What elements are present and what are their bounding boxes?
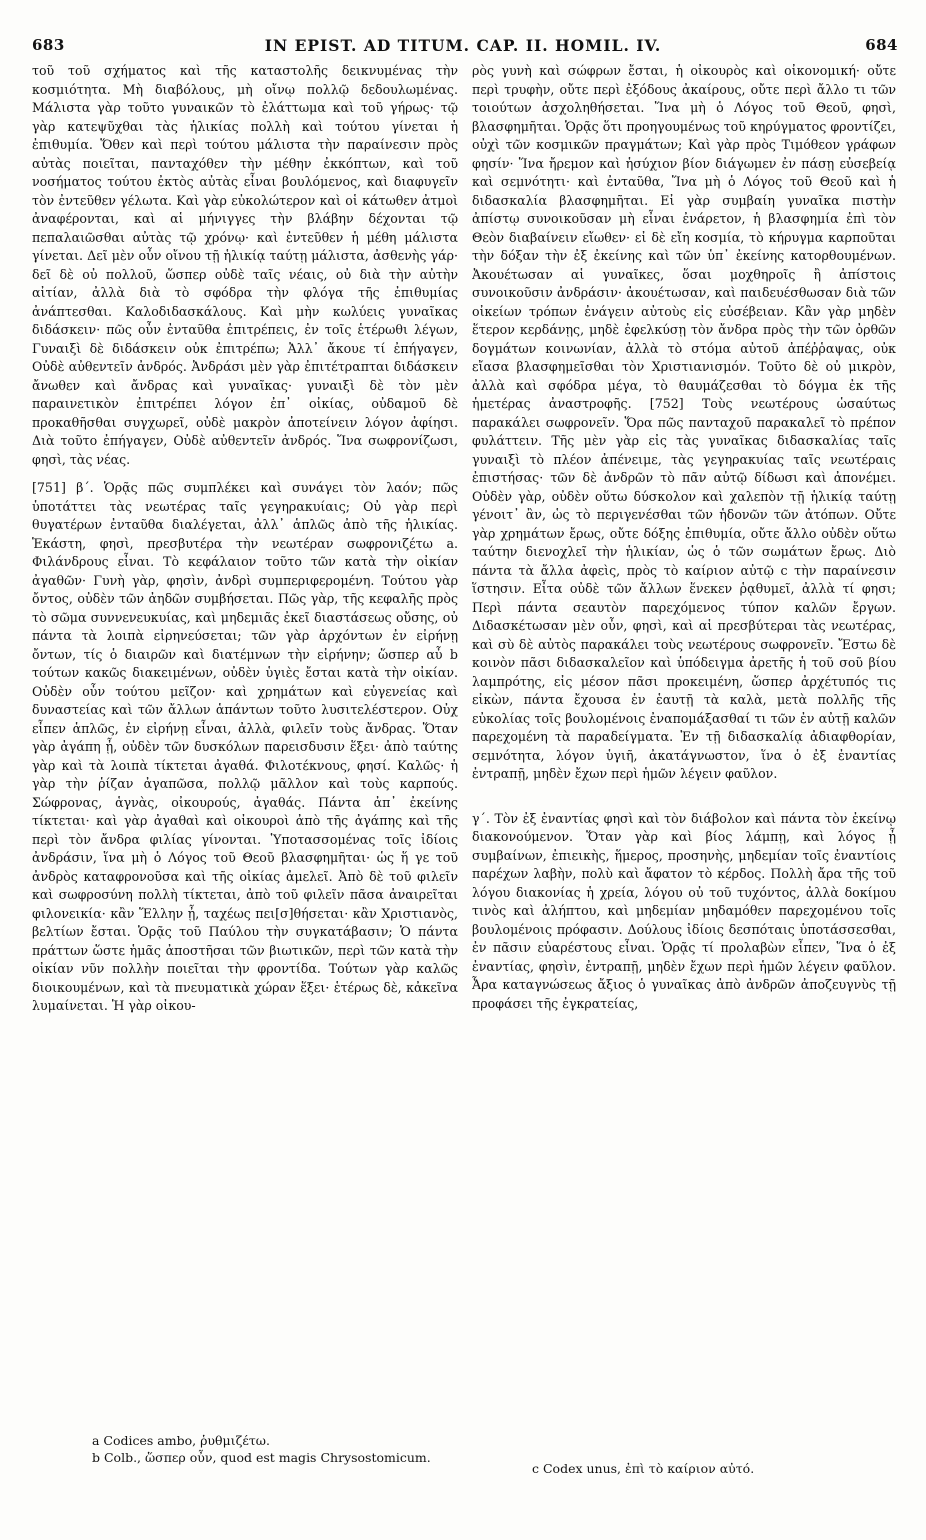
right-column (472, 62, 896, 1242)
footnote-a: a Codices ambo, ῥυθμιζέτω. (92, 1433, 270, 1448)
footnote-b: b Colb., ὥσπερ οὖν, quod est magis Chrysostomicum. (92, 1450, 431, 1465)
left-footnotes (92, 1432, 472, 1466)
right-footnotes (532, 1460, 892, 1477)
left-paragraph-1: τοῦ τοῦ σχήματος καὶ τῆς καταστολῆς δεικνυμένας τὴν κοσμιότητα. Μὴ διαβόλους, μὴ οἴνῳ πολλῷ δεδουλωμένας. Μάλιστα γὰρ τοῦτο γυναικῶν τὸ ἐλάττωμα καὶ τοῦ γήρως· τῷ γὰρ κατεψῦχθαι τὰς ἡλικίας πολλὴ καὶ τούτου γίνεται ἡ ἐπιθυμία. Ὅθεν καὶ περὶ τούτου μάλιστα τὴν παραίνεσιν πρὸς αὐτὰς ποιεῖται, πανταχόθεν τὴν μέθην ἐκκόπτων, καὶ τοῦ νοσήματος τούτου ἐκτὸς αὐτὰς εἶναι βουλόμενος, καὶ διαφυγεῖν τὸν ἐντεῦθεν γέλωτα. Καὶ γὰρ εὐκολώτερον καὶ οἱ κάτωθεν ἀτμοὶ ἀναφέρονται, καὶ αἱ μήνιγγες τὴν βλάβην δέχονται τῷ πεπαλαιῶσθαι αὐτὰς τῷ χρόνῳ· καὶ ἐντεῦθεν ἡ μέθη μάλιστα γίνεται. Δεῖ μὲν οὖν οἴνου τῇ ἡλικίᾳ ταύτῃ μάλιστα, ἀσθενὴς γάρ· δεῖ δὲ οὐ πολλοῦ, ὥσπερ οὐδὲ ταῖς νέαις, οὐ διὰ τὴν αὐτὴν αἰτίαν, ἀλλὰ διὰ τὸ σφόδρα τὴν φλόγα τῆς ἐπιθυμίας ἀνάπτεσθαι. Καλοδιδασκάλους. Καὶ μὴν κωλύεις γυναῖκας διδάσκειν· πῶς οὖν ἐνταῦθα ἐπιτρέπεις, ἐν τοῖς ἑτέρωθι λέγων, Γυναιξὶ δὲ διδάσκειν οὐκ ἐπιτρέπω; Ἀλλ᾽ ἄκουε τί ἐπήγαγεν, Οὐδὲ αὐθεντεῖν ἀνδρός. Ἀνδράσι μὲν γὰρ ἐπιτέτραπται διδάσκειν ἄνωθεν καὶ ἄνδρας καὶ γυναῖκας· γυναιξὶ δὲ τὸν μὲν παραινετικὸν ἐπιτρέπει λόγον ἐπ᾽ οἰκίας, οὐδαμοῦ δὲ προκαθῆσθαι συγχωρεῖ, οὐδὲ μακρὸν ἀποτείνειν λόγον ἀφίησι. Διὰ τοῦτο ἐπήγαγεν, Οὐδὲ αὐθεντεῖν ἀνδρός. Ἵνα σωφρονίζωσι, φησὶ, τὰς νέας. (32, 63, 458, 467)
right-paragraph-2: γ΄. Τὸν ἐξ ἐναντίας φησὶ καὶ τὸν διάβολον καὶ πάντα τὸν ἐκείνῳ διακονούμενον. Ὅταν γὰρ καὶ βίος λάμπῃ, καὶ λόγος ᾖ συμβαίνων, ἐπιεικὴς, ἥμερος, προσηνὴς, μηδεμίαν τοῖς ἐναντίοις παρέχων λαβὴν, πολὺ καὶ ἄφατον τὸ κέρδος. Πολλὴ ἄρα τῆς τοῦ λόγου διακονίας ἡ χρεία, λόγου οὐ τοῦ τυχόντος, ἀλλὰ δοκίμου τινὸς καὶ ἀλήπτου, καὶ μηδεμίαν μηδαμόθεν παρεχομένου τοῖς βουλομένοις πρόφασιν. Δούλους ἰδίοις δεσπόταις ὑποτάσσεσθαι, ἐν πᾶσιν εὐαρέστους εἶναι. Ὁρᾷς τί προλαβὼν εἶπεν, Ἵνα ὁ ἐξ ἐναντίας, φησὶν, ἐντραπῇ, μηδὲν ἔχων περὶ ἡμῶν λέγειν φαῦλον. Ἆρα καταγνώσεως ἄξιος ὁ γυναῖκας ἀπὸ ἀνδρῶν ἀποζευγνὺς τῇ προφάσει τῆς ἐγκρατείας, (472, 810, 896, 1011)
left-page-number: 683 (32, 36, 65, 54)
right-paragraph-1: ρὸς γυνὴ καὶ σώφρων ἔσται, ἡ οἰκουρὸς καὶ οἰκονομική· οὔτε περὶ τρυφὴν, οὔτε περὶ ἐξόδους ἀκαίρους, οὔτε περὶ ἄλλο τι τῶν τοιούτων ἀσχοληθήσεται. Ἵνα μὴ ὁ Λόγος τοῦ Θεοῦ, φησὶ, βλασφημῆται. Ὁρᾷς ὅτι προηγουμένως τοῦ κηρύγματος φροντίζει, οὐχὶ τῶν κοσμικῶν πραγμάτων; Καὶ γὰρ πρὸς Τιμόθεον γράφων φησίν· Ἵνα ἤρεμον καὶ ἡσύχιον βίον διάγωμεν ἐν πάσῃ εὐσεβείᾳ καὶ σεμνότητι· καὶ ἐνταῦθα, Ἵνα μὴ ὁ Λόγος τοῦ Θεοῦ καὶ ἡ διδασκαλία βλασφημῆται. Εἰ γὰρ συμβαίη γυναῖκα πιστὴν ἀπίστῳ συνοικοῦσαν μὴ εἶναι ἐνάρετον, ἡ βλασφημία ἐπὶ τὸν Θεὸν διαβαίνειν εἴωθεν· εἰ δὲ εἴη κοσμία, τὸ κήρυγμα καρποῦται τὴν δόξαν τὴν ἐξ ἐκείνης καὶ τῶν ὑπ᾽ ἐκείνης κατορθουμένων. Ἀκουέτωσαν αἱ γυναῖκες, ὅσαι μοχθηροῖς ἢ ἀπίστοις συνοικοῦσιν ἀνδράσιν· ἀκουέτωσαν, καὶ παιδευέσθωσαν διὰ τῶν οἰκείων τρόπων ἐνάγειν αὐτοὺς εἰς εὐσέβειαν. Κἂν γὰρ μηδὲν ἕτερον κερδάνῃς, μηδὲ ἐφελκύσῃ τὸν ἄνδρα πρὸς τὴν τῶν ὀρθῶν δογμάτων κοινωνίαν, ἀλλὰ τὸ στόμα αὐτοῦ ἀπέῤῥαψας, οὐκ εἴασα βλασφημεῖσθαι τὸν Χριστιανισμόν. Τοῦτο δὲ οὐ μικρὸν, ἀλλὰ καὶ σφόδρα μέγα, τὸ θαυμάζεσθαι τὸ δόγμα ἐκ τῆς ἡμετέρας ἀναστροφῆς. [752] Τοὺς νεωτέρους ὡσαύτως παρακάλει σωφρονεῖν. Ὅρα πῶς πανταχοῦ παρακαλεῖ τὸ πρέπον φυλάττειν. Τῆς μὲν γὰρ εἰς τὰς γυναῖκας διδασκαλίας ταῖς γυναιξὶ τὸ πλέον ἀπένειμε, τὰς γεγηρακυίας ταῖς νεωτέραις ἐπιστήσας· τῶν δὲ ἀνδρῶν τὸ πᾶν αὐτῷ δίδωσι καὶ ἀπονέμει. Οὐδὲν γὰρ, οὐδὲν οὕτω δύσκολον καὶ χαλεπὸν τῇ ἡλικίᾳ ταύτῃ γένοιτ᾽ ἂν, ὡς τὸ περιγενέσθαι τῶν ἡδονῶν τῶν ἀτόπων. Οὔτε γὰρ χρημάτων ἔρως, οὔτε δόξης ἐπιθυμία, οὔτε ἄλλο οὐδὲν οὕτω ταύτην διενοχλεῖ τὴν ἡλικίαν, ὡς ὁ τῶν σωμάτων ἔρως. Διὸ πάντα τὰ ἄλλα ἀφεὶς, πρὸς τὸ καίριον αὐτῷ c τὴν παραίνεσιν ἵστησιν. Εἶτα οὐδὲ τῶν ἄλλων ἕνεκεν ῥᾳθυμεῖ, ἀλλὰ τί φησι; Περὶ πάντα σεαυτὸν παρεχόμενος τύπον καλῶν ἔργων. Διδασκέτωσαν μὲν οὖν, φησὶ, καὶ αἱ πρεσβύτεραι τὰς νεωτέρας, καὶ σὺ δὲ αὐτὸς παρακάλει τοὺς νεωτέρους σωφρονεῖν. Ἔστω δὲ κοινὸν πᾶσι διδασκαλεῖον καὶ ὑπόδειγμα ἀρετῆς ἡ τοῦ σοῦ βίου λαμπρότης, εἰς μέσον πᾶσι προκειμένη, ὥσπερ ἀρχέτυπός τις εἰκὼν, πάντα ἔχουσα ἐν ἑαυτῇ τὰ καλὰ, μετὰ πολλῆς τῆς εὐκολίας τοῖς βουλομένοις ἐναπομάξασθαί τι τῶν ἐν αὐτῇ καλῶν παρεχομένη τὰ παραδείγματα. Ἐν τῇ διδασκαλίᾳ ἀδιαφθορίαν, σεμνότητα, λόγον ὑγιῆ, ἀκατάγνωστον, ἵνα ὁ ἐξ ἐναντίας ἐντραπῇ, μηδὲν ἔχων περὶ ἡμῶν λέγειν φαῦλον. (472, 63, 896, 781)
running-title: IN EPIST. AD TITUM. CAP. II. HOMIL. IV. (264, 36, 662, 55)
footnote-c: c Codex unus, ἐπὶ τὸ καίριον αὐτό. (532, 1461, 755, 1476)
left-column (32, 62, 458, 1422)
left-paragraph-2: [751] β΄. Ὁρᾷς πῶς συμπλέκει καὶ συνάγει τὸν λαόν; πῶς ὑποτάττει τὰς νεωτέρας ταῖς γεγηρακυίαις; Οὐ γὰρ περὶ θυγατέρων ἐνταῦθα διαλέγεται, ἀλλ᾽ ἁπλῶς ἀπὸ τῆς ἡλικίας. Ἑκάστη, φησὶ, πρεσβυτέρα τὴν νεωτέραν σωφρονιζέτω a. Φιλάνδρους εἶναι. Τὸ κεφάλαιον τοῦτο τῶν κατὰ τὴν οἰκίαν ἀγαθῶν· Γυνὴ γὰρ, φησὶν, ἀνδρὶ συμπεριφερομένη. Τούτου γὰρ ὄντος, οὐδὲν τῶν ἀηδῶν συμβήσεται. Πῶς γὰρ, τῆς κεφαλῆς πρὸς τὸ σῶμα συννενευκυίας, καὶ μηδεμιᾶς ἐκεῖ διαστάσεως οὔσης, οὐ πάντα τὰ λοιπὰ εἰρηνεύσεται; τῶν γὰρ ἀρχόντων ἐν εἰρήνῃ ὄντων, τίς ὁ διαιρῶν καὶ διατέμνων τὴν εἰρήνην; ὥσπερ αὖ b τούτων κακῶς διακειμένων, οὐδὲν ὑγιὲς ἔσται κατὰ τὴν οἰκίαν. Οὐδὲν οὖν τούτου μεῖζον· καὶ χρημάτων καὶ εὐγενείας καὶ δυναστείας καὶ τῶν ἄλλων ἁπάντων τοῦτο λυσιτελέστερον. Οὐχ εἶπεν ἁπλῶς, ἐν εἰρήνῃ εἶναι, ἀλλὰ, φιλεῖν τοὺς ἄνδρας. Ὅταν γὰρ ἀγάπη ᾖ, οὐδὲν τῶν δυσκόλων παρεισδυσιν ἕξει· ἀπὸ ταύτης γὰρ καὶ τὰ λοιπὰ τίκτεται ἀγαθά. Φιλοτέκνους, φησί. Καλῶς· ἡ γὰρ τὴν ῥίζαν ἀγαπῶσα, πολλῷ μᾶλλον καὶ τοὺς καρπούς. Σώφρονας, ἁγνὰς, οἰκουρούς, ἀγαθάς. Πάντα ἀπ᾽ ἐκείνης τίκτεται· καὶ γὰρ ἀγαθαὶ καὶ οἰκουροὶ ἀπὸ τῆς ἀγάπης καὶ τῆς περὶ τὸν ἄνδρα φιλίας γίνονται. Ὑποτασσομένας τοῖς ἰδίοις ἀνδράσιν, ἵνα μὴ ὁ Λόγος τοῦ Θεοῦ βλασφημῆται· ὡς ἥ γε τοῦ ἀνδρὸς καταφρονοῦσα καὶ τῆς οἰκίας ἀμελεῖ. Ἀπὸ δὲ τοῦ φιλεῖν καὶ σωφροσύνη πολλὴ τίκτεται, ἀπὸ τοῦ φιλεῖν πᾶσα ἀναιρεῖται φιλονεικία· κἂν Ἕλλην ᾖ, ταχέως πει[σ]θήσεται· κἂν Χριστιανὸς, βελτίων ἔσται. Ὁρᾷς τοῦ Παύλου τὴν συγκατάβασιν; Ὁ πάντα πράττων ὥστε ἡμᾶς ἀποστῆσαι τῶν βιωτικῶν, περὶ τῶν κατὰ τὴν οἰκίαν νῦν πολλὴν ποιεῖται τὴν φροντίδα. Τούτων γὰρ καλῶς διοικουμένων, καὶ τὰ πνευματικὰ χώραν ἕξει· ἑτέρως δὲ, κἀκεῖνα λυμαίνεται. Ἡ γὰρ οἰκου- (32, 480, 458, 1013)
right-page-number: 684 (865, 36, 898, 54)
